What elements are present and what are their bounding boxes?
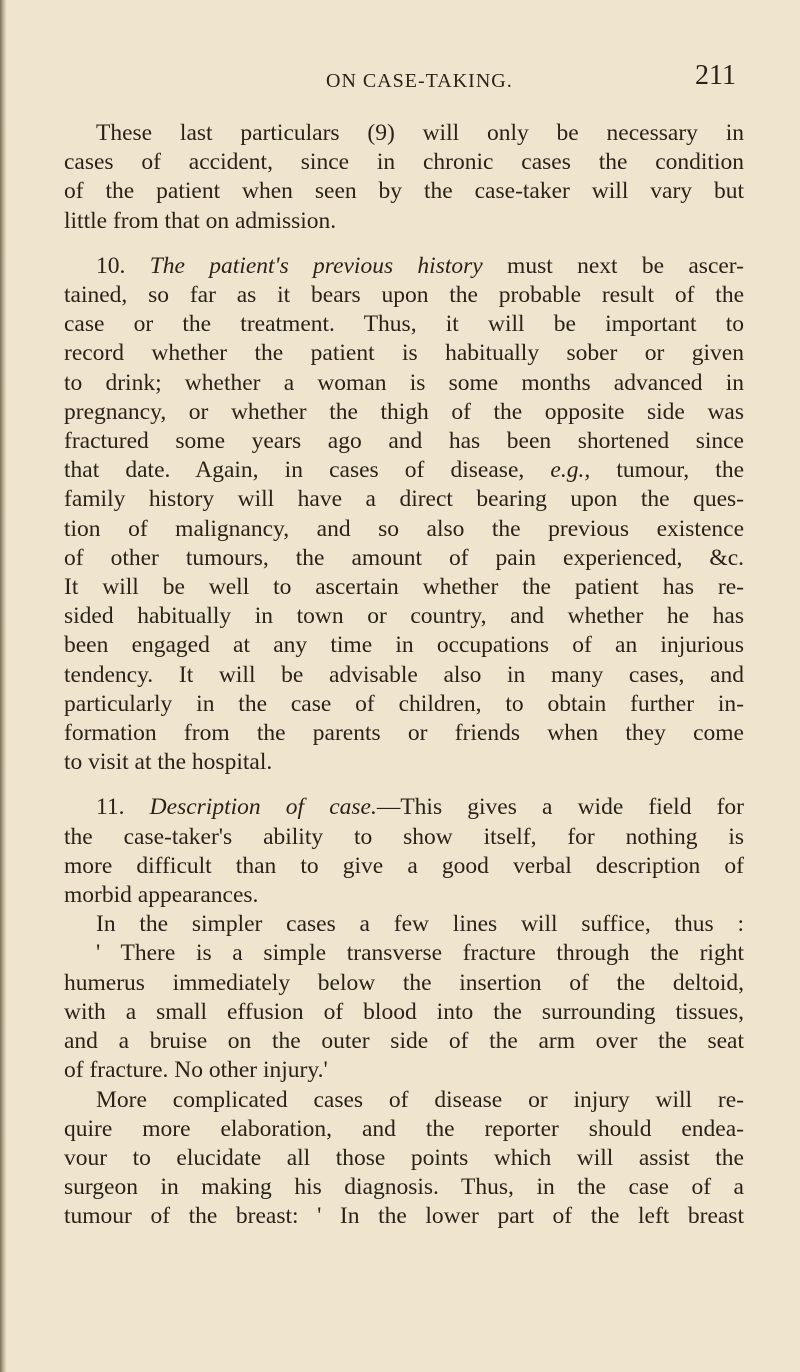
text-segment: e.g., [550,457,591,484]
text-line: sided habitually in town or country, and whether he has [64,603,744,630]
text-line: family history will have a direct bearing upon the ques- [64,486,744,513]
text-line: more difficult than to give a good verbal description of [64,852,744,879]
text-line: ' There is a simple transverse fracture through the right [96,940,744,967]
text-segment: tumour, the [616,457,745,484]
text-line: to visit at the hospital. [64,749,273,776]
text-line [64,793,744,822]
text-line: These last particulars (9) will only be necessary in [96,120,744,146]
text-line: been engaged at any time in occupations of an injurious [64,632,744,659]
text-line: In the simpler cases a few lines will suffice, thus : [96,911,744,938]
text-line: More complicated cases of disease or injury will re- [96,1086,744,1113]
text-line [64,456,744,485]
text-line: case or the treatment. Thus, it will be important to [64,311,744,338]
text-line: tendency. It will be advisable also in many cases, and [64,661,744,688]
text-segment: that date. Again, in cases of disease, [64,457,525,484]
text-line: tion of malignancy, and so also the previous existence [64,515,744,542]
text-line: surgeon in making his diagnosis. Thus, in the case of a [64,1174,744,1201]
text-line: of other tumours, the amount of pain experienced, &c. [64,544,744,571]
section-number: 11. [96,794,125,821]
text-line: morbid appearances. [64,882,259,909]
page-number: 211 [695,60,736,91]
text-segment: —This gives a wide field for [376,794,745,821]
text-line: quire more elaboration, and the reporter should endea- [64,1115,744,1142]
text-line: formation from the parents or friends when they come [64,720,744,747]
text-line: and a bruise on the outer side of the arm over the seat [64,1028,744,1055]
text-segment: must next be ascer- [507,252,744,279]
text-line: tained, so far as it bears upon the probable result of the [64,282,744,309]
page-edge-shadow [0,0,7,1372]
text-line: vour to elucidate all those points which will assist the [64,1144,744,1171]
body-text [64,119,744,1232]
text-line: pregnancy, or whether the thigh of the opposite side was [64,398,744,425]
text-line: little from that on admission. [64,207,337,234]
section-number: 10. [96,252,126,279]
text-line: of the patient when seen by the case-taker will vary but [64,178,744,205]
text-line: record whether the patient is habitually sober or given [64,340,744,367]
text-line [64,252,744,281]
section-heading: The patient's previous history [149,252,483,279]
text-line: humerus immediately below the insertion of the deltoid, [64,969,744,996]
text-line: tumour of the breast: ' In the lower part of the left breast [64,1203,744,1230]
page-header [326,60,736,100]
running-title: ON CASE-TAKING. [326,70,513,92]
text-line: the case-taker's ability to show itself, for nothing is [64,823,744,850]
text-line: cases of accident, since in chronic cases the condition [64,149,744,176]
text-line: fractured some years ago and has been shortened since [64,428,744,455]
text-line: It will be well to ascertain whether the patient has re- [64,574,744,601]
text-line: particularly in the case of children, to obtain further in- [64,690,744,717]
text-line: of fracture. No other injury.' [64,1057,328,1084]
section-heading: Description of case. [149,794,377,821]
text-line: with a small effusion of blood into the surrounding tissues, [64,998,744,1025]
text-line: to drink; whether a woman is some months advanced in [64,369,744,396]
